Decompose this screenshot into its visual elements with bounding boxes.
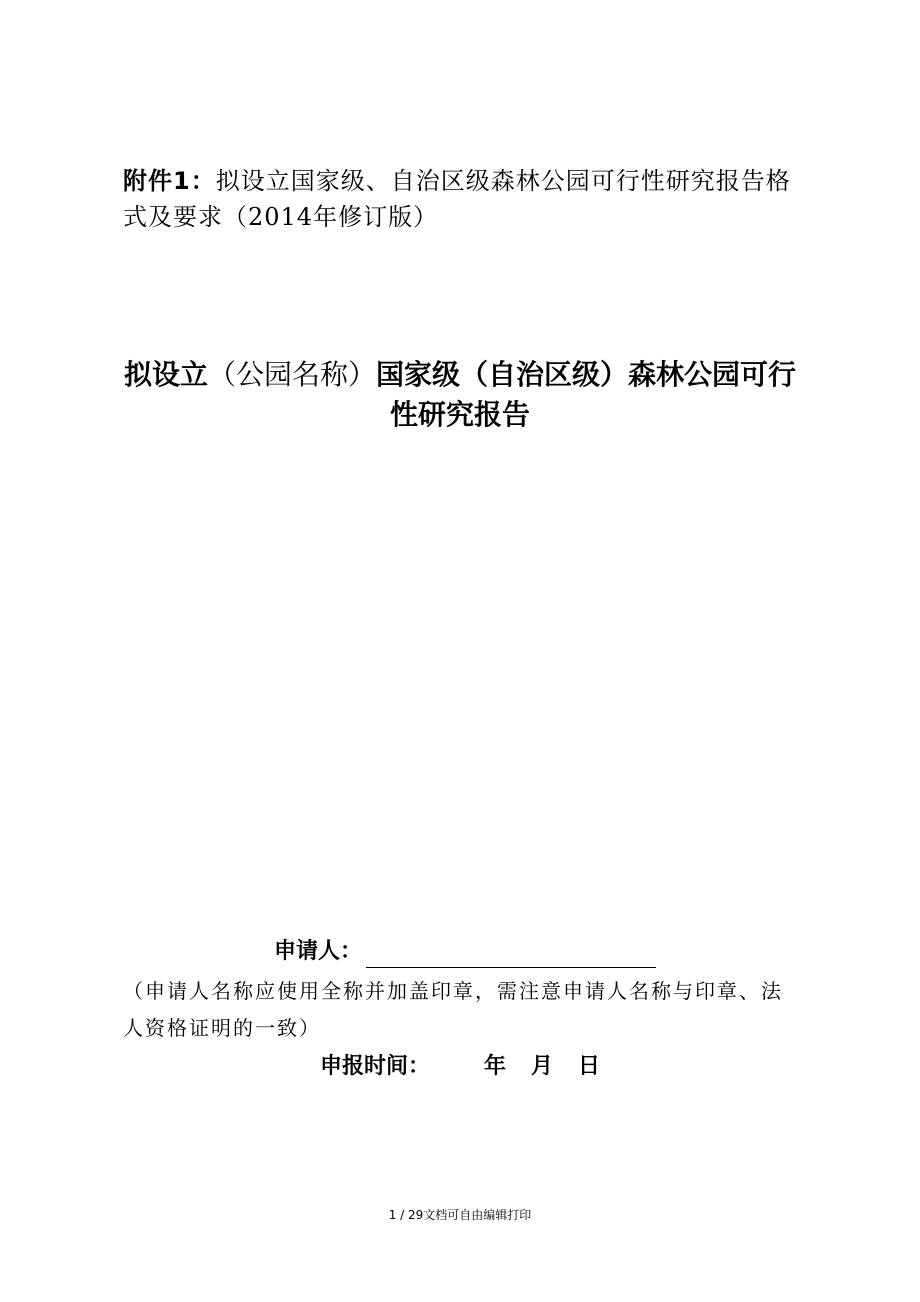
- attachment-heading: [123, 163, 803, 235]
- year-label: 年: [484, 1054, 507, 1079]
- page-footer: 1 / 29文档可自由编辑打印: [388, 1208, 532, 1222]
- title-part-1: 拟设立: [123, 358, 208, 391]
- month-label: 月: [531, 1054, 554, 1079]
- report-title: [110, 355, 810, 435]
- applicant-note: （申请人名称应使用全称并加盖印章，需注意申请人名称与印章、法人资格证明的一致）: [123, 979, 783, 1040]
- title-park-name-placeholder: （公园名称）: [207, 358, 376, 391]
- day-label: 日: [578, 1054, 601, 1079]
- applicant-label: 申请人：: [274, 939, 363, 964]
- title-part-3: 国家级（自治区级）森林公园可行性研究报告: [376, 358, 797, 431]
- applicant-blank-line: [366, 939, 656, 968]
- attachment-text: 拟设立国家级、自治区级森林公园可行性研究报告格式及要求（2014年修订版）: [123, 167, 791, 231]
- apply-time-row: [320, 1050, 600, 1084]
- applicant-row: [274, 934, 656, 968]
- apply-time-label: 申报时间：: [320, 1054, 431, 1079]
- attachment-label: 附件1：: [123, 167, 216, 195]
